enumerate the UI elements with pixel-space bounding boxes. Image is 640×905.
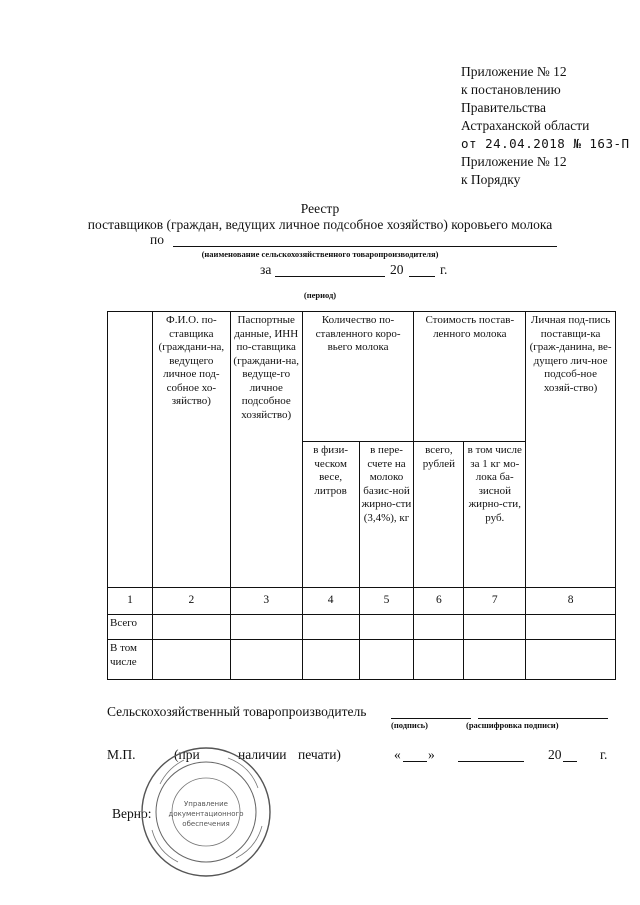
quote-close: » <box>428 747 435 762</box>
footer-year-suffix: г. <box>600 747 608 762</box>
period-field[interactable] <box>275 262 385 277</box>
table-cell[interactable] <box>414 640 464 680</box>
producer-signature-label: Сельскохозяйственный товаропроизводитель <box>107 704 367 719</box>
quote-open: « <box>394 747 401 762</box>
subheader-base-fat: в пере-счете на молоко базис-ной жирно-сти (3,4%), кг <box>359 442 414 588</box>
header-fio: Ф.И.О. по-ставщика (граждани-на, ведущего личное под-собное хо-зяйство) <box>152 312 230 588</box>
row-including-label: В том числе <box>108 640 153 680</box>
header-passport: Паспортные данные, ИНН по-ставщика (граждани-на, ведуще-го личное подсобное хозяйство) <box>230 312 302 588</box>
appendix-line: Приложение № 12 <box>461 154 567 169</box>
nalichii-text: наличии <box>238 747 287 762</box>
stamp-text: Управление <box>184 800 228 808</box>
stamp-text: обеспечения <box>182 820 230 828</box>
verno-label: Верно: <box>112 806 152 821</box>
appendix-date-line: от 24.04.2018 № 163-П <box>461 136 630 151</box>
column-number: 8 <box>526 588 616 615</box>
header-empty-cell <box>108 312 153 588</box>
row-total-label: Всего <box>108 615 153 640</box>
po-label: по <box>150 232 164 247</box>
footer-year-prefix: 20 <box>548 747 562 762</box>
signature-field[interactable] <box>391 704 471 719</box>
decode-caption: (расшифровка подписи) <box>466 720 559 730</box>
footer-year-field[interactable] <box>563 748 577 762</box>
appendix-block <box>461 63 630 189</box>
table-cell[interactable] <box>302 640 359 680</box>
year-prefix: 20 <box>390 262 404 277</box>
table-cell[interactable] <box>464 640 526 680</box>
header-signature: Личная под-пись поставщи-ка (граж-данина, ве-дущего лич-ное подсоб-ное хозяй-ство) <box>526 312 616 588</box>
signature-caption: (подпись) <box>391 720 428 730</box>
column-number: 7 <box>464 588 526 615</box>
column-number: 3 <box>230 588 302 615</box>
table-cell[interactable] <box>414 615 464 640</box>
pri-text: (при <box>174 747 200 762</box>
day-field[interactable] <box>403 748 427 762</box>
table-cell[interactable] <box>152 615 230 640</box>
period-caption: (период) <box>303 290 337 300</box>
column-number: 5 <box>359 588 414 615</box>
signature-decode-field[interactable] <box>478 704 608 719</box>
appendix-line: Астраханской области <box>461 118 590 133</box>
header-quantity: Количество по-ставленного коро-вьего молока <box>302 312 414 442</box>
appendix-line: к Порядку <box>461 172 521 187</box>
table-cell[interactable] <box>152 640 230 680</box>
stamp-icon <box>138 744 274 880</box>
column-number: 6 <box>414 588 464 615</box>
appendix-line: Правительства <box>461 100 546 115</box>
registry-table <box>107 311 616 680</box>
table-cell[interactable] <box>464 615 526 640</box>
table-cell[interactable] <box>230 615 302 640</box>
subheader-physical-weight: в физи-ческом весе, литров <box>302 442 359 588</box>
table-cell[interactable] <box>526 615 616 640</box>
pechati-text: печати) <box>298 747 341 762</box>
producer-line <box>150 232 164 248</box>
document-title: Реестр <box>300 201 340 216</box>
round-stamp <box>138 744 274 885</box>
subheader-total-rub: всего, рублей <box>414 442 464 588</box>
subheader-per-kg: в том числе за 1 кг мо-лока ба-зисной жирно-сти, руб. <box>464 442 526 588</box>
column-number: 4 <box>302 588 359 615</box>
mp-label: М.П. <box>107 747 136 762</box>
table-cell[interactable] <box>230 640 302 680</box>
table-cell[interactable] <box>302 615 359 640</box>
month-field[interactable] <box>458 748 524 762</box>
producer-name-field[interactable] <box>173 232 557 247</box>
year-suffix: г. <box>440 262 448 277</box>
table-cell[interactable] <box>359 615 414 640</box>
table-cell[interactable] <box>526 640 616 680</box>
appendix-line: к постановлению <box>461 82 561 97</box>
stamp-text: документационного <box>168 810 244 818</box>
column-number: 2 <box>152 588 230 615</box>
producer-caption: (наименование сельскохозяйственного товаропроизводителя) <box>201 249 439 259</box>
za-label: за <box>260 262 272 277</box>
document-subtitle: поставщиков (граждан, ведущих личное подсобное хозяйство) коровьего молока <box>87 217 553 232</box>
header-cost: Стоимость постав-ленного молока <box>414 312 526 442</box>
appendix-line: Приложение № 12 <box>461 64 567 79</box>
column-number: 1 <box>108 588 153 615</box>
table-cell[interactable] <box>359 640 414 680</box>
year-field[interactable] <box>409 262 435 277</box>
